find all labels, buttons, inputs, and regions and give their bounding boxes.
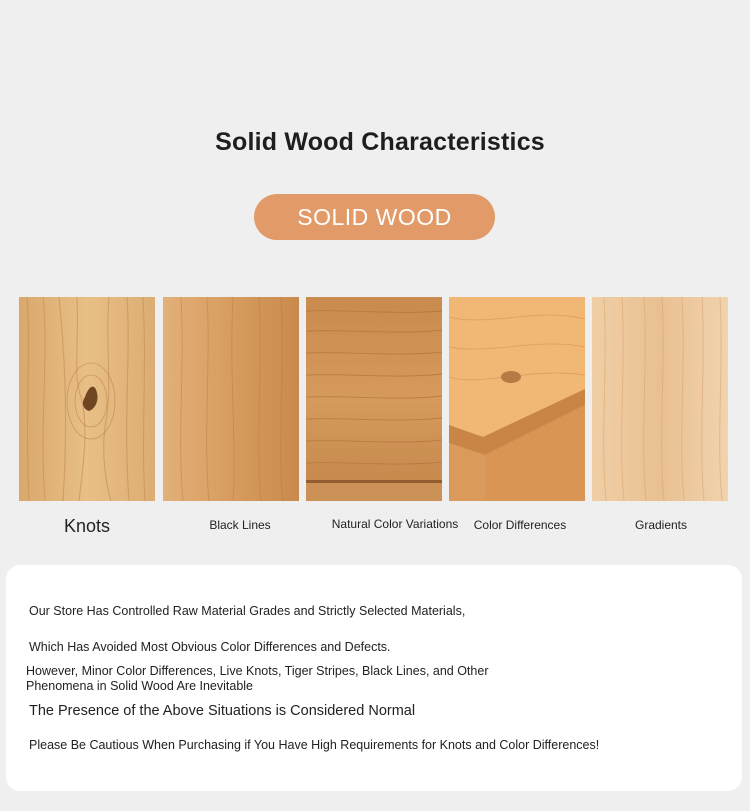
black-lines-swatch [163,297,299,501]
notice-line-defects: Which Has Avoided Most Obvious Color Differences and Defects. [29,640,391,654]
natural-color-variations-swatch [306,297,442,501]
feature-label-gradients: Gradients [634,518,688,532]
notice-line-materials: Our Store Has Controlled Raw Material Grades and Strictly Selected Materials, [29,604,466,618]
knots-swatch [19,297,155,501]
solid-wood-badge: SOLID WOOD [254,194,495,240]
notice-line-inevitable-2: Phenomena in Solid Wood Are Inevitable [26,679,254,693]
gradients-swatch [592,297,728,501]
color-differences-swatch [449,297,585,501]
knot-wood-texture [19,297,155,501]
notice-line-normal: The Presence of the Above Situations is Considered Normal [29,703,416,719]
light-wood-texture [592,297,728,501]
notice-line-caution: Please Be Cautious When Purchasing if You Have High Requirements for Knots and Color Differences! [29,738,600,752]
feature-label-knots: Knots [63,516,111,536]
feature-label-black-lines: Black Lines [209,518,271,532]
page-title: Solid Wood Characteristics [215,128,545,156]
smooth-wood-texture [163,297,299,501]
notice-card [6,565,742,791]
edge-wood-texture [449,297,585,501]
panel-wood-texture [306,297,442,501]
feature-label-natural-color-variations: Natural Color Variations [331,517,459,531]
feature-label-color-differences: Color Differences [473,518,567,532]
notice-line-inevitable-1: However, Minor Color Differences, Live Knots, Tiger Stripes, Black Lines, and Other [26,664,489,678]
